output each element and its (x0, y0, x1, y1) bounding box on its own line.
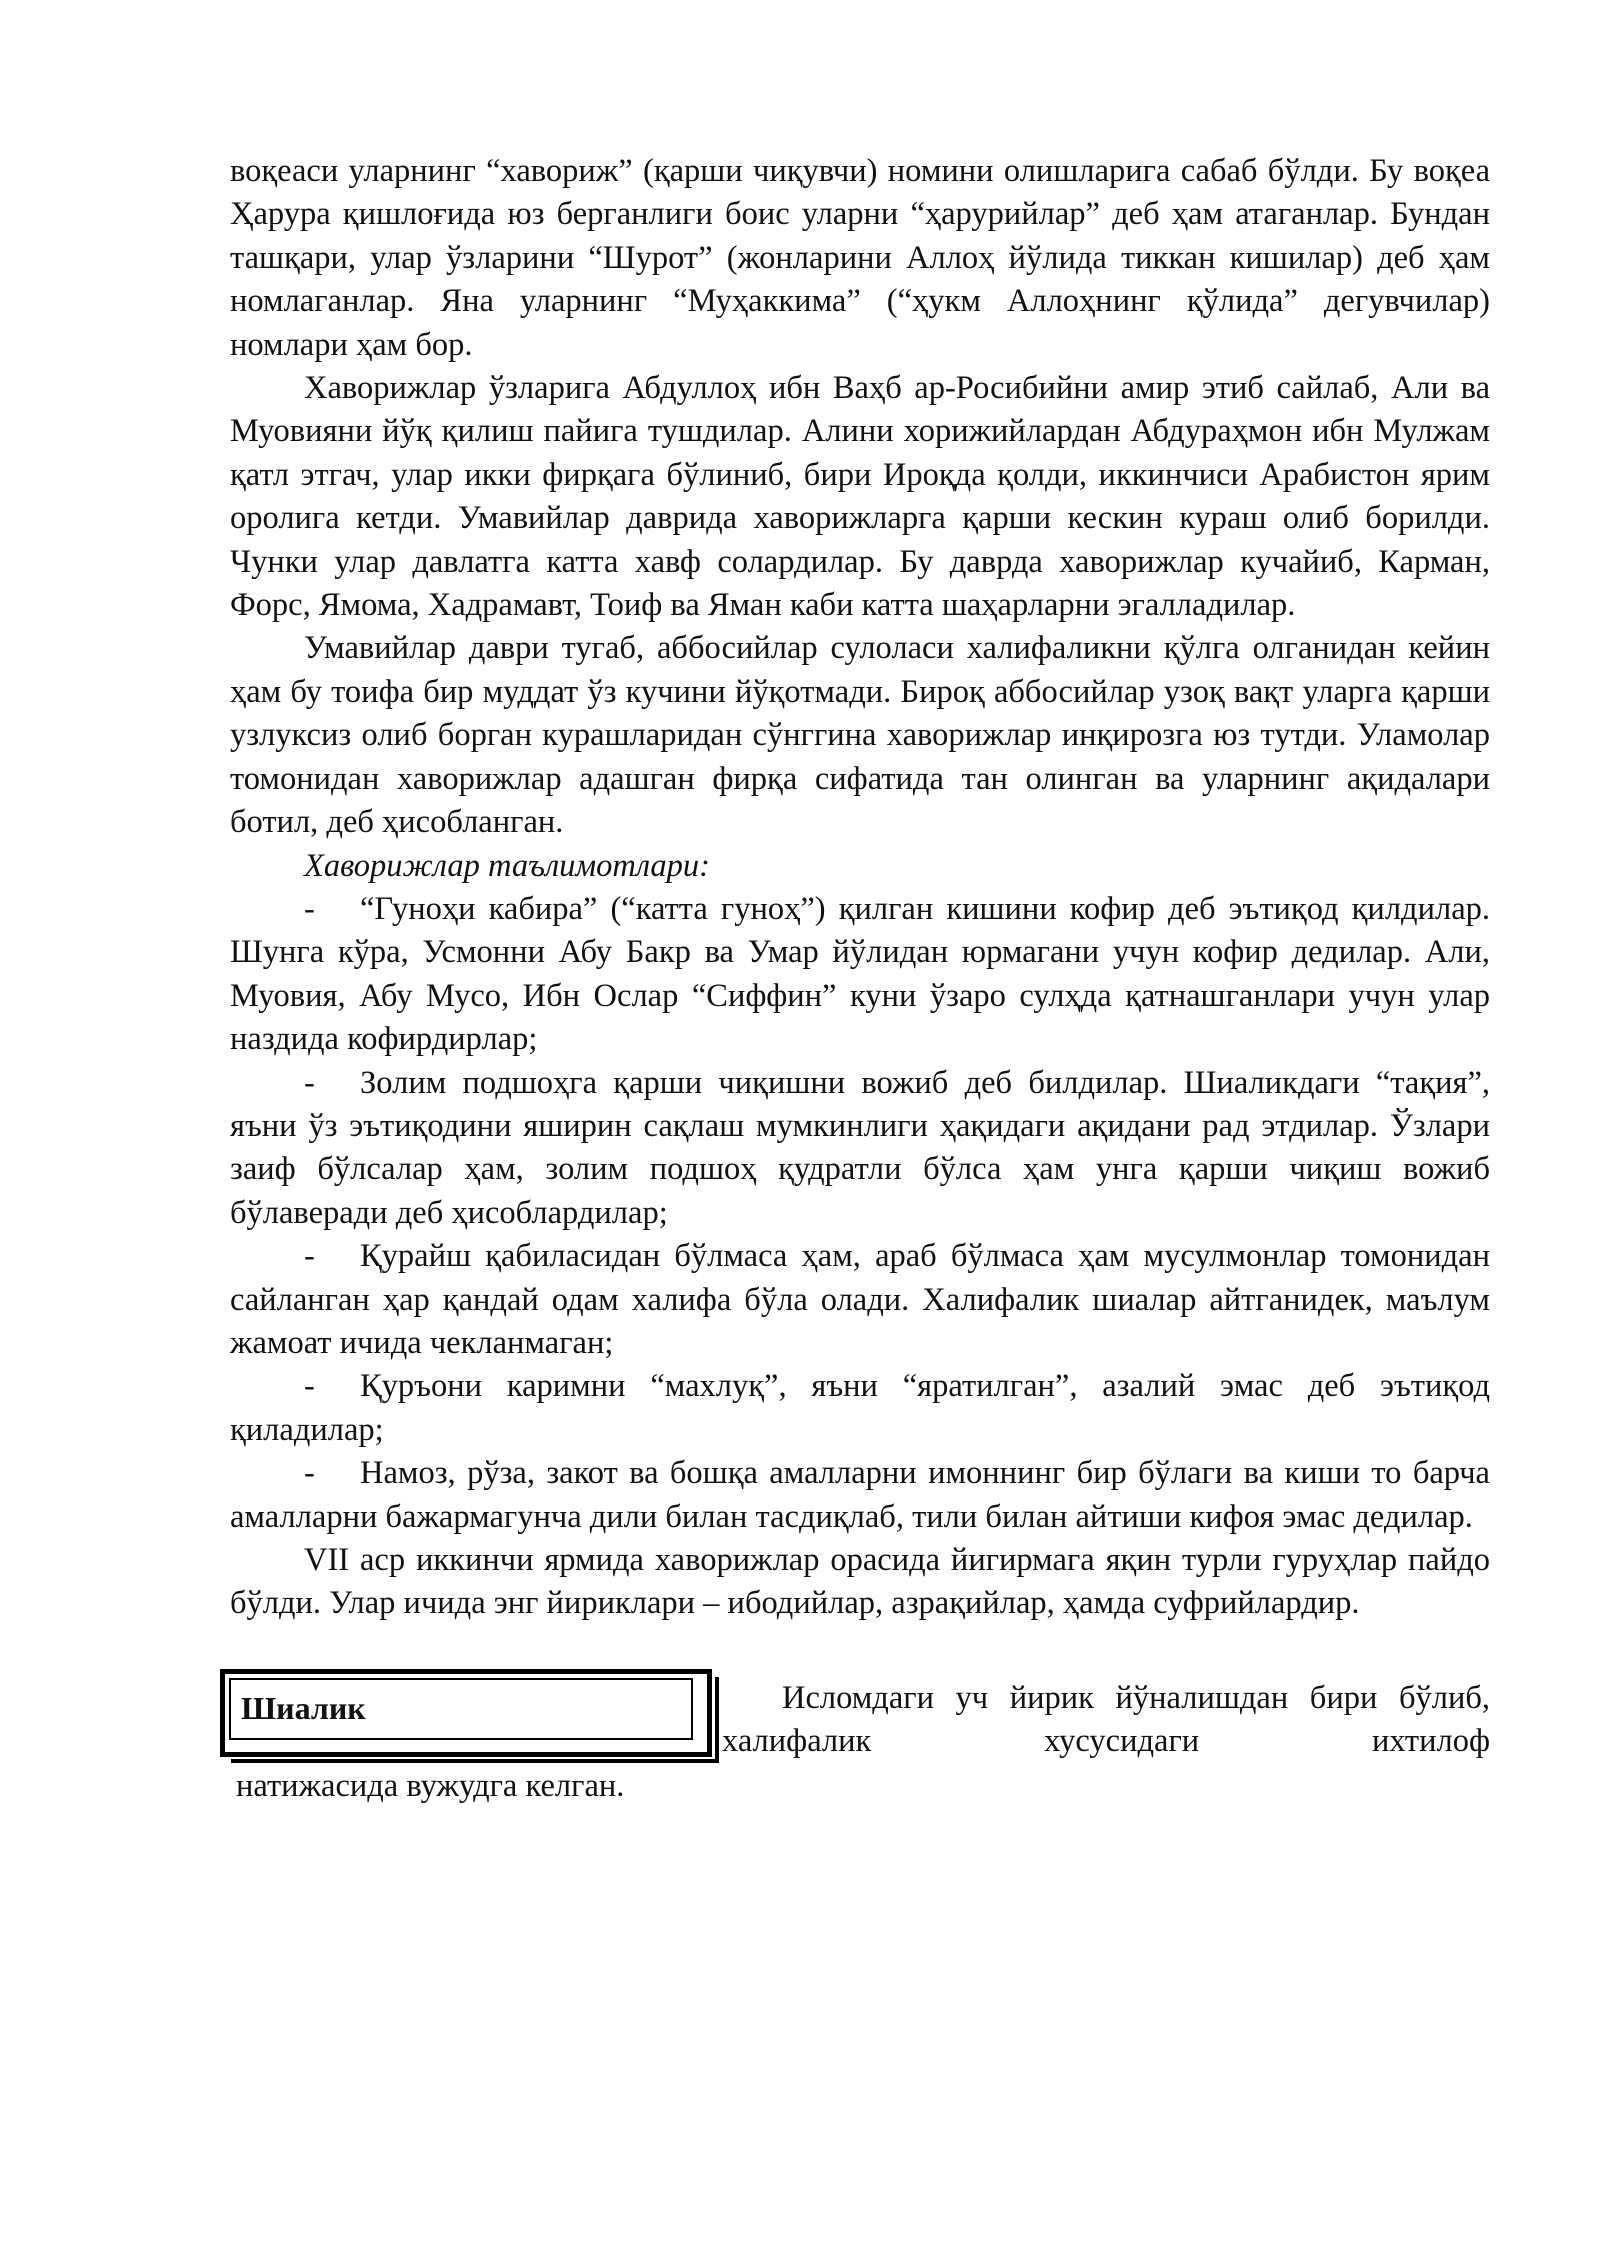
teachings-heading: Хаворижлар таълимотлари: (304, 847, 710, 884)
bullet-text: Қуръони каримни “махлуқ”, яъни “яратилган”, азалий эмас деб эътиқод қиладилар; (230, 1368, 1490, 1448)
paragraph-continuation: воқеаси уларнинг “хавориж” (қарши чиқувчи) номини олишларига сабаб бўлди. Бу воқеа Ҳарура қишлоғида юз берганлиги боис уларни “ҳарурийлар” деб ҳам атаганлар. Бундан ташқари, улар ўзларини “Шурот” (жонларини Аллоҳ йўлида тиккан кишилар) деб ҳам номлаганлар. Яна уларнинг “Муҳаккима” (“ҳукм Аллоҳнинг қўлида” дегувчилар) номлари ҳам бор. (230, 153, 1490, 363)
bullet-marker: - (304, 1368, 315, 1405)
bullet-text: “Гуноҳи кабира” (“катта гуноҳ”) қилган кишини кофир деб эътиқод қилдилар. Шунга кўра, Усмонни Абу Бакр ва Умар йўлидан юрмагани учун кофир дедилар. Али, Муовия, Абу Мусо, Ибн Ослар “Сиффин” куни ўзаро сулҳда қатнашганлари учун улар наздида кофирдирлар; (230, 890, 1490, 1058)
paragraph-groups: VII аср иккинчи ярмида хаворижлар орасида йигирмага яқин турли гуруҳлар пайдо бўлди. Улар ичида энг йириклари – ибодийлар, азрақийлар, ҳамда суфрийлардир. (230, 1542, 1490, 1622)
bullet-item (230, 1365, 1490, 1452)
bullet-marker: - (304, 890, 315, 927)
section-intro-continuation: натижасида вужудга келган. (236, 1767, 625, 1804)
section-shiism (230, 1669, 1490, 1804)
bullet-marker: - (304, 1238, 315, 1275)
document-page (230, 150, 1490, 1804)
bullet-item (230, 888, 1490, 1062)
bullet-item (230, 1062, 1490, 1236)
bullet-marker: - (304, 1064, 315, 1101)
bullet-item (230, 1452, 1490, 1539)
section-title-box (220, 1669, 712, 1757)
bullet-marker: - (304, 1455, 315, 1492)
section-title: Шиалик (229, 1678, 693, 1740)
bullet-text: Қурайш қабиласидан бўлмаса ҳам, араб бўлмаса ҳам мусулмонлар томонидан сайланган ҳар қандай одам халифа бўла олади. Халифалик шиалар айтганидек, маълум жамоат ичида чекланмаган; (230, 1238, 1490, 1361)
bullet-item (230, 1235, 1490, 1365)
paragraph-abbasid-period: Умавийлар даври тугаб, аббосийлар сулоласи халифаликни қўлга олганидан кейин ҳам бу тоифа бир муддат ўз кучини йўқотмади. Бироқ аббосийлар узоқ вақт уларга қарши узлуксиз олиб борган курашларидан сўнггина хаворижлар инқирозга юз тутди. Уламолар томонидан хаворижлар адашган фирқа сифатида тан олинган ва уларнинг ақидалари ботил, деб ҳисобланган. (230, 630, 1490, 841)
paragraph-kharijites-leaders: Хаворижлар ўзларига Абдуллоҳ ибн Ваҳб ар-Росибийни амир этиб сайлаб, Али ва Муовияни йўқ қилиш пайига тушдилар. Алини хорижийлардан Абдураҳмон ибн Мулжам қатл этгач, улар икки фирқага бўлиниб, бири Ироқда қолди, иккинчиси Арабистон ярим оролига кетди. Умавийлар даврида хаворижларга қарши кескин кураш олиб борилди. Чунки улар давлатга катта хавф солардилар. Бу даврда хаворижлар кучайиб, Карман, Форс, Ямома, Хадрамавт, Тоиф ва Яман каби катта шаҳарларни эгалладилар. (230, 370, 1490, 624)
section-intro-text: Исломдаги уч йирик йўналишдан бири бўлиб, халифалик хусусидаги ихтилоф (722, 1679, 1490, 1760)
bullet-text: Золим подшоҳга қарши чиқишни вожиб деб билдилар. Шиаликдаги “тақия”, яъни ўз эътиқодини яширин сақлаш мумкинлиги ҳақидаги ақидани рад этдилар. Ўзлари заиф бўлсалар ҳам, золим подшоҳ қудратли бўлса ҳам унга қарши чиқиш вожиб бўлаверади деб ҳисоблардилар; (230, 1064, 1490, 1231)
bullet-text: Намоз, рўза, закот ва бошқа амалларни имоннинг бир бўлаги ва киши то барча амалларни бажармагунча дили билан тасдиқлаб, тили билан айтиши кифоя эмас дедилар. (230, 1455, 1490, 1535)
